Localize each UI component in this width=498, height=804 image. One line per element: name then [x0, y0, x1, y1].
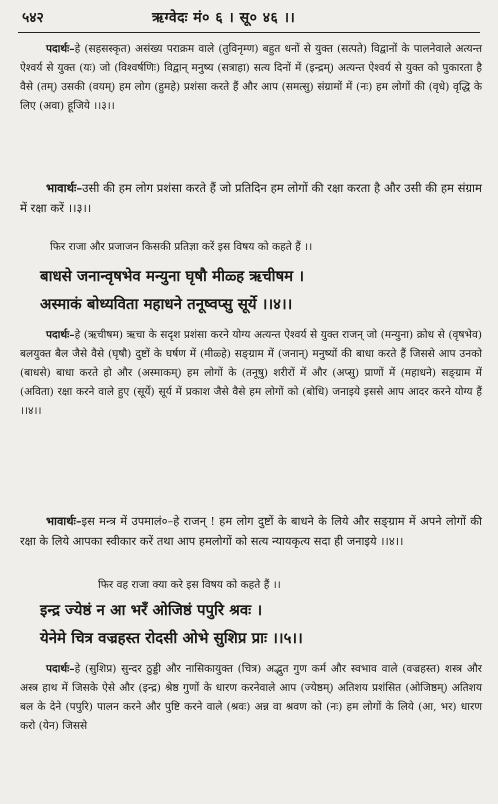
bhavartha-paragraph-4 [20, 512, 482, 551]
mantra-line: बाधसे जनान्वृषभेव मन्युना घृषौ मीळ्ह ऋचीषम । [40, 267, 305, 285]
mantra-4 [40, 262, 480, 318]
paragraph-text: हे (सहसस्कृत) असंख्य पराक्रम वाले (तुविनृम्ण) बहुत धनों से युक्त (सत्पते) विद्वानों के पालनेवाले अत्यन्त ऐश्वर्य से युक्त (यः) जो (विश्वर्षणिः) विद्वान् मनुष्य (सत्राहा) सत्य दिनों में (इन्द्रम्) अत्यन्त ऐश्वर्य से युक्त को पुकारता है वैसे (तम्) उसकी (वयम्) हम लोग (हुमहे) प्रशंसा करते हैं और आप (समत्सु) संग्रामों में (नः) हम लोगों की (वृधे) वृद्धि के लिए (अवा) हूजिये ।।३।। [20, 43, 482, 112]
page-number: ५४२ [22, 10, 44, 26]
verse-intro-5 [98, 576, 498, 595]
paragraph-label: पदार्थः– [46, 663, 75, 675]
paragraph-text: हे (सुशिप्र) सुन्दर ठुड्डी और नासिकायुक्त (चित्र) अद्भुत गुण कर्म और स्वभाव वाले (वज्रहस्त) शस्त्र और अस्त्र हाथ में जिसके ऐसे और (इन्द्र) श्रेष्ठ गुणों के धारण करनेवाले आप (ज्येष्ठम्) अतिशय प्रशंसित (ओजिष्ठम्) अतिशय बल के देने (पपुरि) पालन करने और पुष्टि करने वाले (श्रवः) अन्न वा श्रवण को (नः) हम लोगों के लिये (आ, भर) धारण करो (येन) जिससे [20, 663, 482, 732]
verse-intro-4 [50, 238, 480, 257]
paragraph-label: भावार्थः– [46, 181, 83, 195]
padartha-paragraph-4 [20, 326, 482, 421]
paragraph-label: पदार्थः– [46, 43, 75, 55]
page-header [22, 8, 476, 30]
padartha-paragraph-5 [20, 660, 482, 736]
intro-text: फिर राजा और प्रजाजन किसकी प्रतिज्ञा करें इस विषय को कहते हैं ।। [50, 241, 313, 253]
paragraph-text: इस मन्त्र में उपमालं०–हे राजन् ! हम लोग दुष्टों के बाधने के लिये और सङ्ग्राम में अपने लोगों की रक्षा के लिये आपका स्वीकार करें तथा आप हमलोगों को सत्य न्यायकृत्य सदा ही जनाइये ।।४।। [20, 514, 482, 548]
running-title: ऋग्वेदः मं० ६ । सू० ४६ ।। [152, 10, 296, 26]
mantra-5 [40, 596, 480, 652]
paragraph-label: भावार्थः– [46, 514, 82, 528]
header-rule [18, 32, 480, 33]
bhavartha-paragraph-3 [20, 178, 482, 218]
mantra-line: इन्द्र ज्येष्ठं न आ भरँ ओजिष्ठं पपुरि श्रवः । [40, 601, 263, 619]
intro-text: फिर वह राजा क्या करे इस विषय को कहते हैं ।। [98, 579, 281, 591]
mantra-line: अस्माकं बोध्यविता महाधने तनूष्वप्सु सूर्ये ।।४।। [40, 295, 293, 313]
paragraph-label: पदार्थः– [46, 329, 75, 341]
paragraph-text: हे (ऋचीषम) ऋचा के सदृश प्रशंसा करने योग्य अत्यन्त ऐश्वर्य से युक्त राजन् जो (मन्युना) क्रोध से (वृषभेव) बलयुक्त बैल जैसे वैसे (घृषौ) दुष्टों के घर्षण में (मीळ्हे) सङ्ग्राम में (जनान्) मनुष्यों की बाधा करते हैं जिससे आप उनको (बाधसे) बाधा करते हो और (अस्माकम्) हम लोगों के (तनूषु) शरीरों में और (अप्सु) प्राणों में (महाधने) सङ्ग्राम में (अविता) रक्षा करने वाले हुए (सूर्ये) सूर्य में प्रकाश जैसे वैसे हम लोगों को (बोधि) जनाइये इससे आप आदर करने योग्य हैं ।।४।। [20, 329, 482, 417]
padartha-paragraph-3 [20, 40, 482, 116]
paragraph-text: उसी की हम लोग प्रशंसा करते हैं जो प्रतिदिन हम लोगों की रक्षा करता है और उसी की हम संग्राम में रक्षा करें ।।३।। [20, 181, 482, 215]
mantra-line: येनेमे चित्र वज्रहस्त रोदसी ओभे सुशिप्र प्राः ।।५।। [40, 629, 303, 647]
